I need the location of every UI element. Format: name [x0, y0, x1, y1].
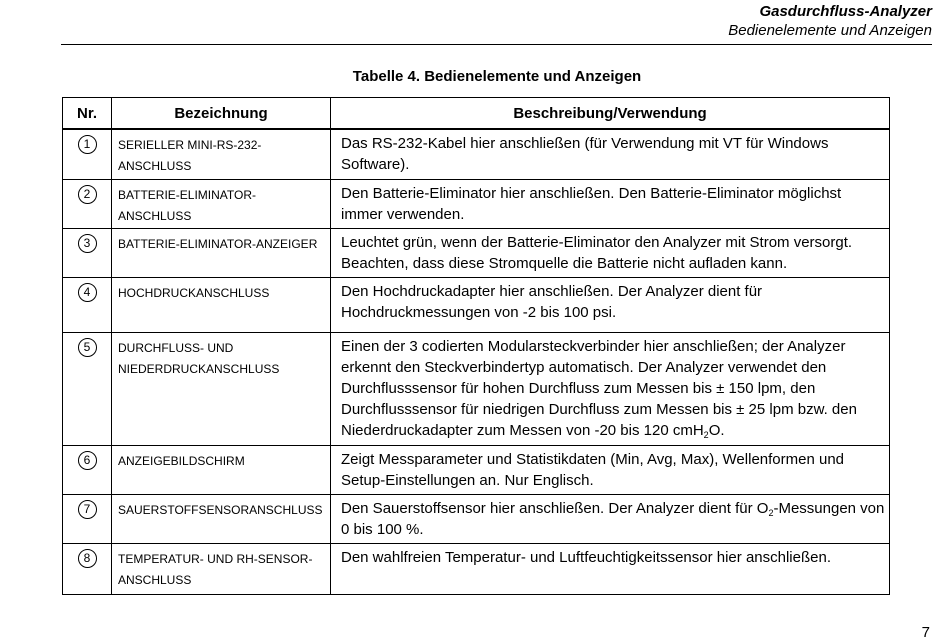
row-number-cell — [63, 129, 112, 179]
table-row — [63, 179, 890, 228]
row-number-badge: 2 — [78, 185, 97, 204]
row-name: BATTERIE-ELIMINATOR-ANZEIGER — [112, 228, 331, 277]
table-header-row — [63, 98, 890, 130]
row-number-cell — [63, 179, 112, 228]
row-description: Den Batterie-Eliminator hier anschließen. Den Batterie-Eliminator möglichst immer verwenden. — [331, 179, 890, 228]
row-number-badge: 6 — [78, 451, 97, 470]
header-title: Gasdurchfluss-Analyzer — [759, 3, 932, 20]
table-row — [63, 332, 890, 445]
row-number-cell — [63, 228, 112, 277]
row-description — [331, 332, 890, 445]
table-row — [63, 129, 890, 179]
row-number-badge: 3 — [78, 234, 97, 253]
row-number-badge: 5 — [78, 338, 97, 357]
row-number-cell — [63, 445, 112, 494]
row-description-text: Einen der 3 codierten Modularsteckverbinder hier anschließen; der Analyzer erkennt den Steckverbindertyp automatisch. Der Analyzer verwendet den Durchflusssensor für hohen Durchfluss zum Messen bis ± 150 lpm, den Durchflusssensor für niedrigen Durchfluss zum Messen bis ± 25 lpm bzw. den Niederdruckadapter zum Messen von -20 bis 120 cmH — [341, 337, 857, 439]
row-number-badge: 7 — [78, 500, 97, 519]
row-name: DURCHFLUSS- UND NIEDERDRUCKANSCHLUSS — [112, 332, 331, 445]
row-description-tail: O. — [708, 421, 725, 439]
table-row — [63, 445, 890, 494]
row-name: SERIELLER MINI-RS-232-ANSCHLUSS — [112, 129, 331, 179]
row-number-cell — [63, 543, 112, 594]
subscript: 2 — [768, 507, 774, 518]
table-row — [63, 228, 890, 277]
subscript: 2 — [703, 429, 709, 440]
column-header-nr: Nr. — [63, 98, 112, 130]
row-number-badge: 8 — [78, 549, 97, 568]
row-number-cell — [63, 277, 112, 332]
row-name: BATTERIE-ELIMINATOR-ANSCHLUSS — [112, 179, 331, 228]
controls-table — [62, 97, 890, 595]
row-name: HOCHDRUCKANSCHLUSS — [112, 277, 331, 332]
column-header-name: Bezeichnung — [112, 98, 331, 130]
row-number-cell — [63, 494, 112, 543]
row-description-text: Den Sauerstoffsensor hier anschließen. Der Analyzer dient für O — [341, 499, 769, 517]
row-description-tail: -Messungen von 0 bis 100 %. — [341, 499, 885, 538]
row-description: Den Hochdruckadapter hier anschließen. Der Analyzer dient für Hochdruckmessungen von -2 bis 100 psi. — [331, 277, 890, 332]
header-rule — [61, 44, 932, 45]
row-description: Leuchtet grün, wenn der Batterie-Eliminator den Analyzer mit Strom versorgt. Beachten, dass diese Stromquelle die Batterie nicht aufladen kann. — [331, 228, 890, 277]
row-description: Das RS-232-Kabel hier anschließen (für Verwendung mit VT für Windows Software). — [331, 129, 890, 179]
table-row — [63, 277, 890, 332]
row-number-cell — [63, 332, 112, 445]
row-number-badge: 4 — [78, 283, 97, 302]
column-header-description: Beschreibung/Verwendung — [331, 98, 890, 130]
table-row — [63, 494, 890, 543]
row-description — [331, 494, 890, 543]
page-number: 7 — [921, 624, 930, 641]
header-subtitle: Bedienelemente und Anzeigen — [728, 22, 932, 39]
row-description: Den wahlfreien Temperatur- und Luftfeuchtigkeitssensor hier anschließen. — [331, 543, 890, 594]
table-row — [63, 543, 890, 594]
row-number-badge: 1 — [78, 135, 97, 154]
row-description: Zeigt Messparameter und Statistikdaten (Min, Avg, Max), Wellenformen und Setup-Einstellungen an. Nur Englisch. — [331, 445, 890, 494]
table-caption: Tabelle 4. Bedienelemente und Anzeigen — [352, 68, 642, 85]
row-name: ANZEIGEBILDSCHIRM — [112, 445, 331, 494]
row-name: SAUERSTOFFSENSORANSCHLUSS — [112, 494, 331, 543]
row-name: TEMPERATUR- UND RH-SENSOR-ANSCHLUSS — [112, 543, 331, 594]
